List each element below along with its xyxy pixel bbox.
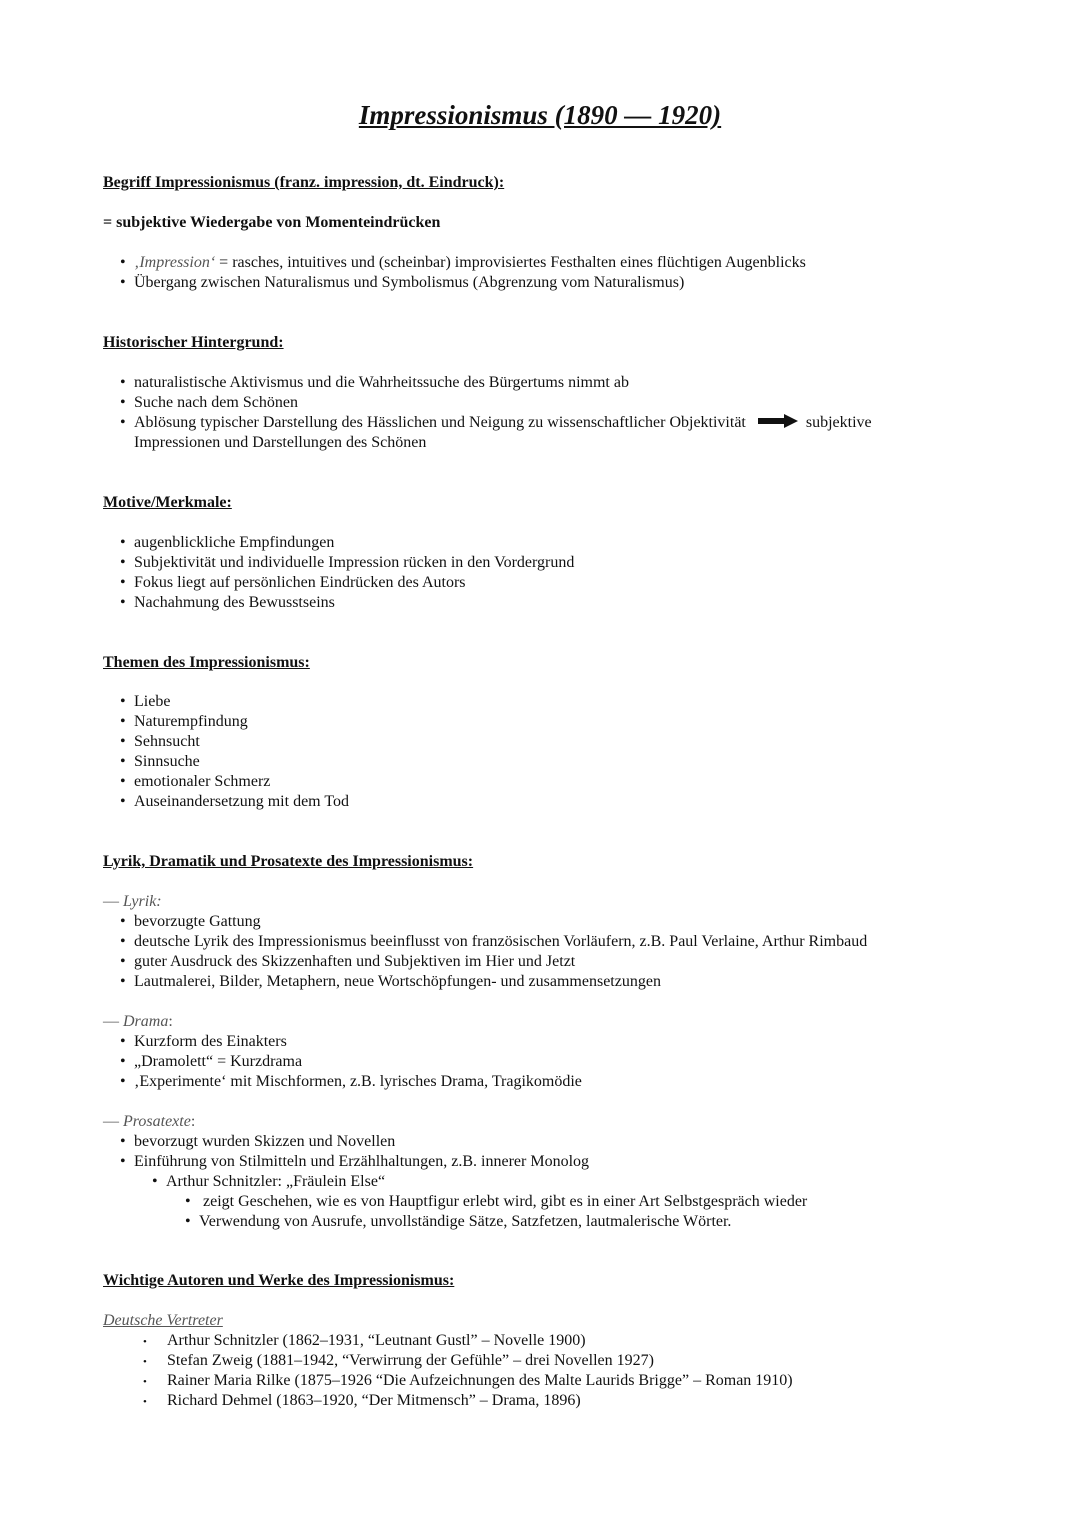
list-item: • Subjektivität und individuelle Impression rücken in den Vordergrund <box>120 554 575 571</box>
list-item: • naturalistische Aktivismus und die Wahrheitssuche des Bürgertums nimmt ab <box>120 374 629 391</box>
list-item: • guter Ausdruck des Skizzenhaften und Subjektiven im Hier und Jetzt <box>120 953 576 970</box>
list-item: • Kurzform des Einakters <box>120 1033 287 1050</box>
list-item: • ‚Experimente‘ mit Mischformen, z.B. lyrisches Drama, Tragikomödie <box>120 1073 582 1090</box>
section-heading-gattungen: Lyrik, Dramatik und Prosatexte des Impressionismus: <box>103 853 474 870</box>
list-item: • Lautmalerei, Bilder, Metaphern, neue Wortschöpfungen- und zusammensetzungen <box>120 973 661 990</box>
list-item: • bevorzugte Gattung <box>120 913 261 930</box>
author-item: • Stefan Zweig (1881–1942, “Verwirrung der Gefühle” – drei Novellen 1927) <box>143 1352 654 1369</box>
list-item-continuation: Impressionen und Darstellungen des Schönen <box>134 434 427 451</box>
impression-term: ‚Impression‘ <box>134 254 216 271</box>
list-item: • bevorzugt wurden Skizzen und Novellen <box>120 1133 396 1150</box>
section-heading-autoren: Wichtige Autoren und Werke des Impressionismus: <box>103 1272 455 1289</box>
sub-list-item: • Arthur Schnitzler: „Fräulein Else“ <box>152 1173 386 1190</box>
list-item: • emotionaler Schmerz <box>120 773 271 790</box>
list-item: • Sehnsucht <box>120 733 200 750</box>
author-item: • Rainer Maria Rilke (1875–1926 “Die Aufzeichnungen des Malte Laurids Brigge” – Roman 1910) <box>143 1372 793 1389</box>
list-item: • Fokus liegt auf persönlichen Eindrücken des Autors <box>120 574 466 591</box>
list-item: • Einführung von Stilmitteln und Erzählhaltungen, z.B. innerer Monolog <box>120 1153 590 1170</box>
drama-label: — Drama: <box>103 1013 173 1030</box>
list-item: • „Dramolett“ = Kurzdrama <box>120 1053 303 1070</box>
definition-text: = subjektive Wiedergabe von Momenteindrücken <box>103 214 441 231</box>
author-item: • Arthur Schnitzler (1862–1931, “Leutnant Gustl” – Novelle 1900) <box>143 1332 586 1349</box>
section-heading-begriff: Begriff Impressionismus (franz. impression, dt. Eindruck): <box>103 174 505 191</box>
list-item: • Übergang zwischen Naturalismus und Symbolismus (Abgrenzung vom Naturalismus) <box>120 274 685 291</box>
sub-sub-list-item: • zeigt Geschehen, wie es von Hauptfigur erlebt wird, gibt es in einer Art Selbstgespräch wieder <box>185 1193 808 1210</box>
list-item: • Liebe <box>120 693 171 710</box>
list-item: • Ablösung typischer Darstellung des Hässlichen und Neigung zu wissenschaftlicher Objektivität subjektive <box>120 414 872 432</box>
list-item: • Auseinandersetzung mit dem Tod <box>120 793 349 810</box>
list-item: • Suche nach dem Schönen <box>120 394 298 411</box>
subheading-deutsche-vertreter: Deutsche Vertreter <box>103 1312 223 1329</box>
list-item: • Sinnsuche <box>120 753 200 770</box>
section-heading-motive: Motive/Merkmale: <box>103 494 232 511</box>
section-heading-themen: Themen des Impressionismus: <box>103 654 310 671</box>
list-item: • ‚Impression‘ = rasches, intuitives und (scheinbar) improvisiertes Festhalten eines flüchtigen Augenblicks <box>120 254 806 271</box>
list-item: • augenblickliche Empfindungen <box>120 534 335 551</box>
sub-sub-list-item: • Verwendung von Ausrufe, unvollständige Sätze, Satzfetzen, lautmalerische Wörter. <box>185 1213 732 1230</box>
page-title: Impressionismus (1890 — 1920) <box>358 100 722 130</box>
list-item: • Nachahmung des Bewusstseins <box>120 594 335 611</box>
lyrik-label: — Lyrik: <box>103 893 162 910</box>
author-item: • Richard Dehmel (1863–1920, “Der Mitmensch” – Drama, 1896) <box>143 1392 581 1409</box>
right-arrow-icon <box>758 414 798 433</box>
section-heading-historisch: Historischer Hintergrund: <box>103 334 284 351</box>
prosa-label: — Prosatexte: <box>103 1113 196 1130</box>
list-item: • deutsche Lyrik des Impressionismus beeinflusst von französischen Vorläufern, z.B. Paul Verlaine, Arthur Rimbaud <box>120 933 868 950</box>
list-item: • Naturempfindung <box>120 713 248 730</box>
